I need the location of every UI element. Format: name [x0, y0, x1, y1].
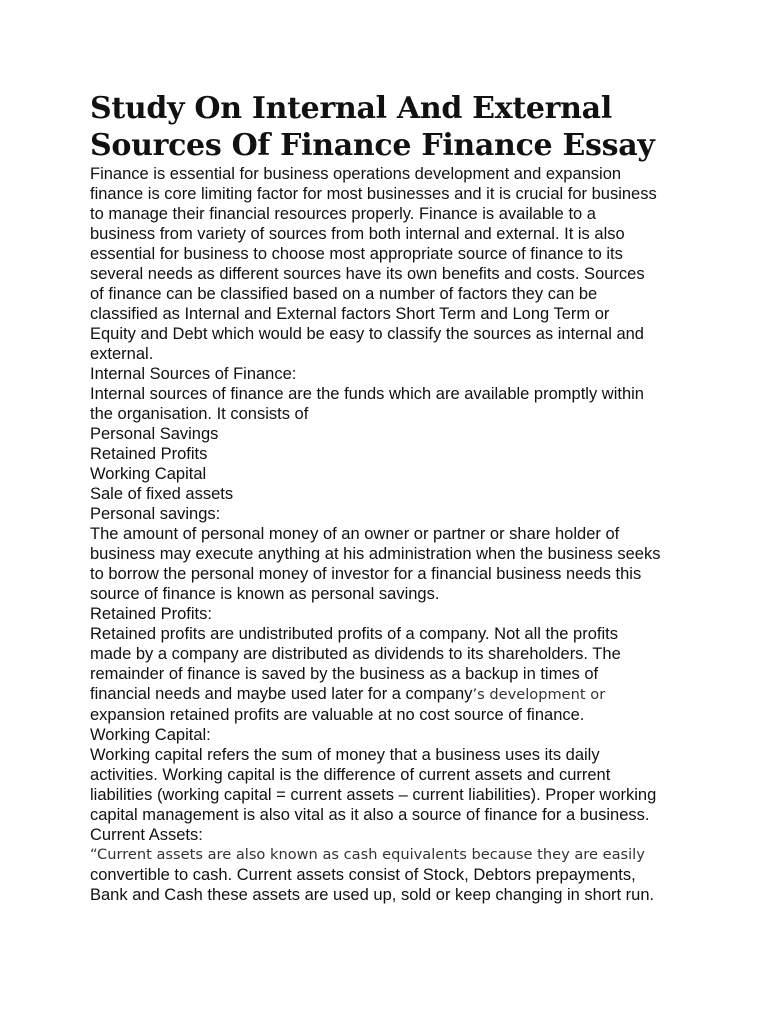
- body-line: Bank and Cash these assets are used up, sold or keep changing in short run.: [90, 886, 655, 904]
- body-line: to manage their financial resources properly. Finance is available to a: [90, 205, 596, 223]
- body-line: expansion retained profits are valuable at no cost source of finance.: [90, 706, 585, 724]
- body-line: source of finance is known as personal savings.: [90, 585, 440, 603]
- document-title: [90, 90, 690, 164]
- body-line-segment-alt-font: ’s development or: [472, 686, 606, 703]
- document-body: [90, 164, 690, 905]
- body-line: essential for business to choose most appropriate source of finance to its: [90, 245, 623, 263]
- body-line: Working capital refers the sum of money that a business uses its daily: [90, 746, 600, 764]
- body-line-alt-font: “Current assets are also known as cash equivalents because they are easily: [90, 846, 645, 863]
- body-line: business may execute anything at his administration when the business seeks: [90, 545, 661, 563]
- body-line: Finance is essential for business operations development and expansion: [90, 165, 622, 183]
- list-item: Sale of fixed assets: [90, 485, 234, 503]
- body-line: activities. Working capital is the difference of current assets and current: [90, 766, 611, 784]
- body-line: to borrow the personal money of investor for a financial business needs this: [90, 565, 642, 583]
- body-line: the organisation. It consists of: [90, 405, 309, 423]
- list-item: Working Capital: [90, 465, 207, 483]
- list-item: Personal Savings: [90, 425, 219, 443]
- body-line: made by a company are distributed as dividends to its shareholders. The: [90, 645, 621, 663]
- section-heading: Current Assets:: [90, 826, 203, 844]
- body-line-segment: financial needs and maybe used later for a company: [90, 685, 473, 703]
- body-line: [90, 684, 690, 705]
- title-line: Study On Internal And External: [90, 91, 612, 126]
- body-line: finance is core limiting factor for most businesses and it is crucial for business: [90, 185, 657, 203]
- body-line: Retained profits are undistributed profits of a company. Not all the profits: [90, 625, 618, 643]
- body-line: several needs as different sources have its own benefits and costs. Sources: [90, 265, 645, 283]
- body-line: Internal sources of finance are the funds which are available promptly within: [90, 385, 644, 403]
- section-heading: Personal savings:: [90, 505, 221, 523]
- section-heading: Internal Sources of Finance:: [90, 365, 297, 383]
- section-heading: Working Capital:: [90, 726, 211, 744]
- body-line: of finance can be classified based on a number of factors they can be: [90, 285, 598, 303]
- body-line: Equity and Debt which would be easy to classify the sources as internal and: [90, 325, 644, 343]
- section-heading: Retained Profits:: [90, 605, 212, 623]
- body-line: convertible to cash. Current assets consist of Stock, Debtors prepayments,: [90, 866, 636, 884]
- body-line: classified as Internal and External factors Short Term and Long Term or: [90, 305, 610, 323]
- list-item: Retained Profits: [90, 445, 208, 463]
- title-line: Sources Of Finance Finance Essay: [90, 128, 655, 163]
- body-line: liabilities (working capital = current assets – current liabilities). Proper working: [90, 786, 657, 804]
- body-line: remainder of finance is saved by the business as a backup in times of: [90, 665, 599, 683]
- body-line: external.: [90, 345, 154, 363]
- body-line: capital management is also vital as it also a source of finance for a business.: [90, 806, 650, 824]
- document-page: [90, 90, 690, 905]
- body-line: business from variety of sources from both internal and external. It is also: [90, 225, 625, 243]
- body-line: The amount of personal money of an owner or partner or share holder of: [90, 525, 620, 543]
